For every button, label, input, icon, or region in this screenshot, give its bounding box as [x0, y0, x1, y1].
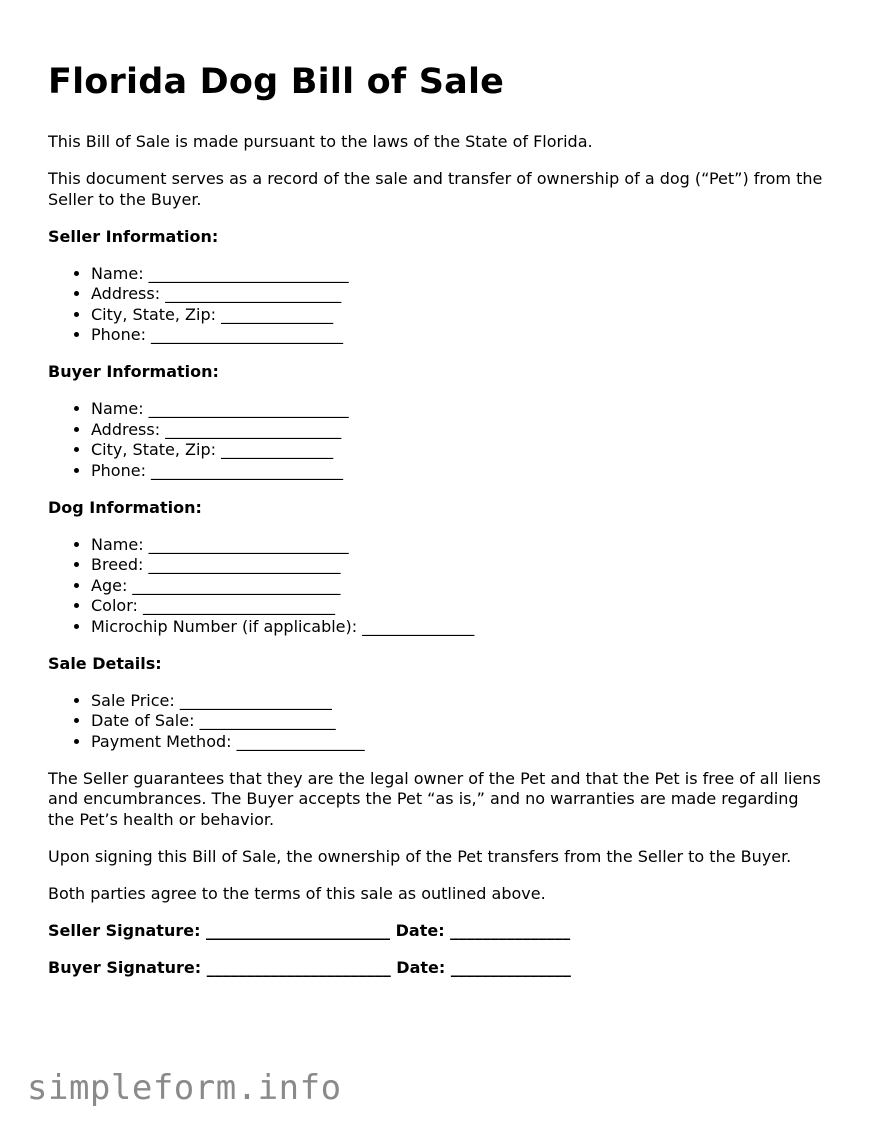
dog-color-field: • Color: ________________________	[91, 596, 828, 617]
intro-paragraph: This Bill of Sale is made pursuant to the laws of the State of Florida.	[48, 132, 593, 151]
intro-paragraph: This document serves as a record of the sale and transfer of ownership of a dog (“Pet”) from the Seller to the Buyer.	[48, 169, 823, 209]
dog-microchip-field: • Microchip Number (if applicable): ______________	[91, 617, 828, 638]
seller-name-field: • Name: _________________________	[91, 264, 828, 285]
guarantee-paragraph: The Seller guarantees that they are the legal owner of the Pet and that the Pet is free of all liens and encumbrances. The Buyer accepts the Pet “as is,” and no warranties are made regarding the Pet’s health or behavior.	[48, 768, 821, 829]
seller-address-field: • Address: ______________________	[91, 284, 828, 305]
dog-fields-list	[48, 535, 828, 638]
seller-heading: Seller Information:	[48, 226, 219, 246]
seller-city-field: • City, State, Zip: ______________	[91, 305, 828, 326]
dog-age-field: • Age: __________________________	[91, 576, 828, 597]
sale-heading: Sale Details:	[48, 653, 162, 673]
seller-signature-line: Seller Signature: _______________________ Date: _______________	[48, 920, 571, 940]
sale-price-field: • Sale Price: ___________________	[91, 691, 828, 712]
buyer-name-field: • Name: _________________________	[91, 399, 828, 420]
buyer-heading: Buyer Information:	[48, 362, 219, 381]
document-page	[48, 58, 828, 996]
buyer-phone-field: • Phone: ________________________	[91, 461, 828, 482]
buyer-signature-line: Buyer Signature: _______________________ Date: _______________	[48, 958, 571, 977]
seller-fields-list	[48, 264, 828, 346]
dog-name-field: • Name: _________________________	[91, 535, 828, 556]
seller-phone-field: • Phone: ________________________	[91, 325, 828, 346]
sale-date-field: • Date of Sale: _________________	[91, 711, 828, 732]
transfer-paragraph: Upon signing this Bill of Sale, the ownership of the Pet transfers from the Seller to the Buyer.	[48, 846, 792, 866]
buyer-city-field: • City, State, Zip: ______________	[91, 440, 828, 461]
agreement-paragraph: Both parties agree to the terms of this sale as outlined above.	[48, 883, 546, 903]
buyer-address-field: • Address: ______________________	[91, 420, 828, 441]
sale-fields-list	[48, 691, 828, 753]
buyer-fields-list	[48, 399, 828, 481]
dog-heading: Dog Information:	[48, 497, 202, 517]
document-title: Florida Dog Bill of Sale	[48, 62, 505, 102]
payment-method-field: • Payment Method: ________________	[91, 732, 828, 753]
watermark: simpleform.info	[27, 1068, 342, 1108]
dog-breed-field: • Breed: ________________________	[91, 555, 828, 576]
